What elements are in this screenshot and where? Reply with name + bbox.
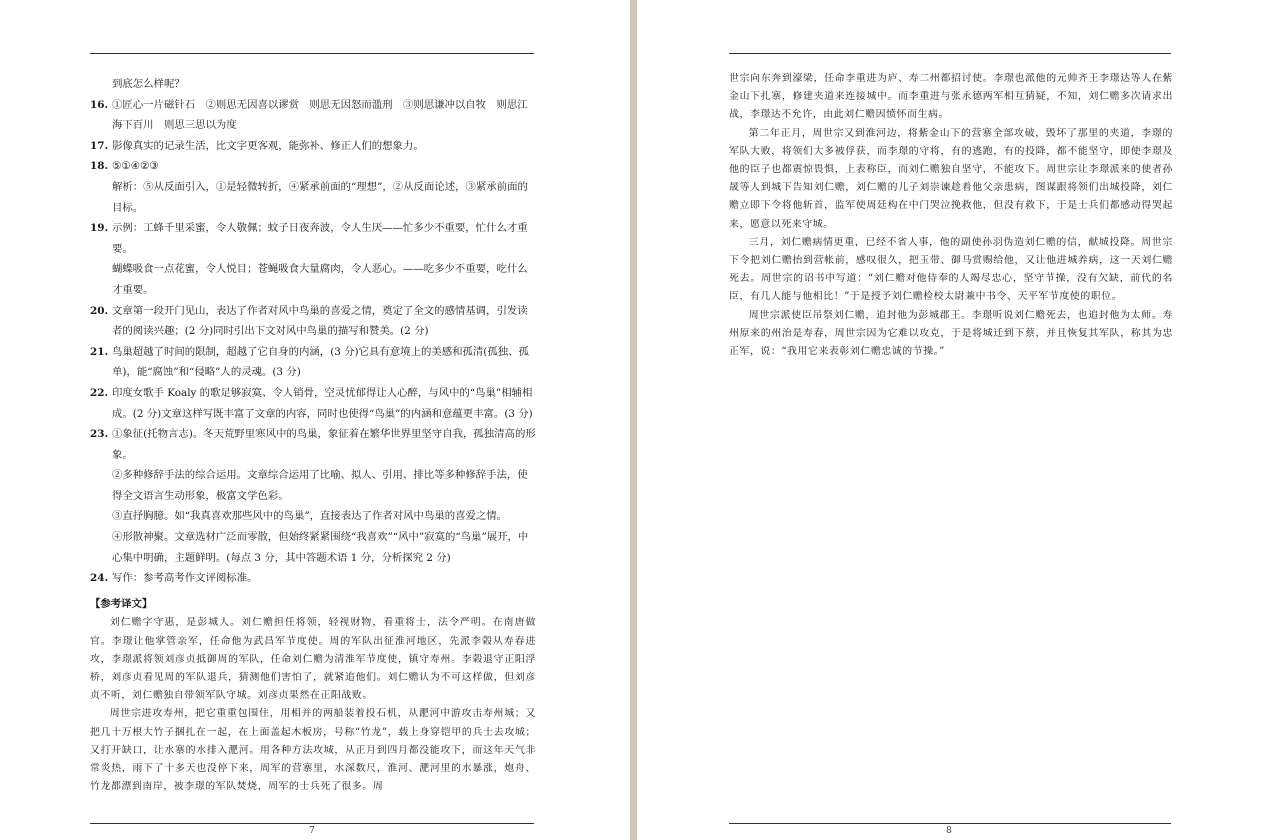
answer-line: ②多种修辞手法的综合运用。文章综合运用了比喻、拟人、引用、排比等多种修辞手法，使得全文语言生动形象，极富文学色彩。 — [112, 469, 528, 502]
answer-line: ③直抒胸臆。如“我真喜欢那些风中的鸟巢”，直接表达了作者对风中鸟巢的喜爱之情。 — [112, 510, 508, 523]
answer-line: ①象征(托物言志)。冬天荒野里寒风中的鸟巢，象征着在繁华世界里坚守自我，孤独清高的形象。 — [112, 428, 536, 461]
answer-item — [90, 342, 536, 383]
answer-item — [90, 156, 536, 218]
answer-number: 19. — [90, 222, 109, 235]
answer-item — [90, 301, 536, 342]
answer-item — [90, 424, 536, 568]
answer-item — [90, 218, 536, 300]
answer-item — [90, 95, 536, 136]
translation-paragraph: 周世宗进攻寿州，把它重重包围住，用相并的两船装着投石机，从淝河中游攻击寿州城；又把几十万根大竹子捆扎在一起，在上面盖起木板房，号称“竹龙”，载上身穿铠甲的兵士去攻城；又打开缺口，让水寨的水排入淝河。用各种方法攻城，从正月到四月都没能攻下，而这年天气非常炎热，雨下了十多天也没停下来，周军的营寨里，水深数尺，淮河、淝河里的水暴涨，炮舟、竹龙都漂到南岸，被李璟的军队焚烧，周军的士兵死了很多。周 — [90, 708, 536, 793]
footer-rule-right — [729, 823, 1171, 824]
footer-rule-left — [90, 823, 534, 824]
page-gutter — [630, 0, 637, 840]
answer-line: 印度女歌手 Koaly 的歌足够寂寞、令人销骨，空灵忧郁得让人心醉，与风中的“鸟巢”相辅相成。(2 分)文章这样写既丰富了文章的内容，同时也使得“鸟巢”的内涵和意蕴更丰富。(3 分) — [112, 386, 533, 420]
answer-number: 24. — [90, 572, 109, 585]
translation-paragraph: 第二年正月，周世宗又到淮河边，将紫金山下的营寨全部攻破，毁坏了那里的夹道，李璟的军队大败，将领们大多被俘获，而李璟的守将，有的逃跑，有的投降，都不能坚守，即使李璟及他的臣子也都震惊畏惧，上表称臣，而刘仁赡独自坚守，不能攻下。周世宗让李璟派来的使者孙晟等人到城下告知刘仁赡，刘仁赡的儿子刘崇谏趁着他父亲患病，图谋跟将领们出城投降，刘仁赡立即下令将他斩首，监军使周廷构在中门哭泣挽救他，但没有救下，于是士兵们都感动得哭起来，愿意以死来守城。 — [729, 127, 1173, 230]
translation-paragraph: 世宗向东奔到濠梁，任命李重进为庐、寿二州都招讨使。李璟也派他的元帅齐王李璟达等人在紫金山下扎寨，修建夹道来连接城中。而李重进与张永德两军相互猜疑，不知，刘仁赡多次请求出战，李璟达不允许，由此刘仁赡因愤怀而生病。 — [729, 73, 1173, 121]
answer-key — [90, 74, 536, 796]
answer-number: 22. — [90, 386, 109, 399]
translation-paragraph: 刘仁赡字守惠，是彭城人。刘仁赡担任将领，轻视财物，看重将士，法令严明。在南唐做官。李璟让他掌管亲军，任命他为武昌军节度使。周的军队出征淮河地区，先派李榖从寿春进攻，李璟派将领刘彦贞抵御周的军队，任命刘仁赡为清淮军节度使，镇守寿州。李榖退守正阳浮桥，刘彦贞看见周的军队退兵，猜测他们害怕了，就紧追他们。刘仁赡认为不可这样做，但刘彦贞不听，刘仁赡独自带领军队守城。刘彦贞果然在正阳战败。 — [90, 617, 536, 702]
translation-paragraph: 三月，刘仁赡病情更重，已经不省人事，他的副使孙羽伪造刘仁赡的信，献城投降。周世宗下令把刘仁赡抬到营帐前，感叹很久，把玉带、御马赏赐给他，又让他进城养病，这一天刘仁赡死去。周世宗的诏书中写道：“刘仁赡对他侍奉的人竭尽忠心，坚守节操，没有欠缺，前代的名臣，有几人能与他相比！”于是授予刘仁赡检校太尉兼中书令、天平军节度使的职位。 — [729, 236, 1173, 303]
header-rule-right — [729, 53, 1171, 54]
page-number-left: 7 — [309, 826, 315, 836]
translation-heading: 【参考译文】 — [90, 597, 153, 610]
answer-line: ⑤①④②③ — [112, 160, 159, 173]
answer-item — [90, 383, 536, 424]
translation-continued — [729, 70, 1173, 361]
answer-line: 鸟巢超越了时间的限制，超越了它自身的内涵，(3 分)它具有意境上的美感和孤清(孤独、孤单)，能“腐蚀”和“侵略”人的灵魂。(3 分) — [112, 345, 529, 379]
translation-body — [90, 614, 536, 796]
answer-line: 影像真实的记录生活，比文字更客观，能弥补、修正人们的想象力。 — [112, 139, 424, 152]
answer-number: 20. — [90, 304, 109, 317]
translation-paragraph: 周世宗派使臣吊祭刘仁赡，追封他为彭城郡王。李璟听说刘仁赡死去，也追封他为太师。寿州原来的州治是寿春，周世宗因为它难以攻克，于是将城迁到下蔡，并且恢复其军队，称其为忠正军，说：“我用它来表彰刘仁赡忠诚的节操。” — [729, 309, 1173, 358]
answer-number: 18. — [90, 160, 109, 173]
answer-line: 文章第一段开门见山，表达了作者对风中鸟巢的喜爱之情，奠定了全文的感情基调，引发读者的阅读兴趣；(2 分)同时引出下文对风中鸟巢的描写和赞美。(2 分) — [112, 304, 528, 338]
answer-item — [90, 136, 536, 157]
answer-number: 17. — [90, 139, 109, 152]
answer-number: 21. — [90, 345, 109, 358]
answer-line: 示例：工蜂千里采蜜，令人敬佩；蚊子日夜奔波，令人生厌——忙多少不重要，忙什么才重要。 — [112, 222, 528, 255]
header-rule-left — [90, 53, 534, 54]
answer-line: 写作：参考高考作文评阅标准。 — [112, 572, 258, 585]
page-number-right: 8 — [946, 826, 952, 836]
continuation-line: 到底怎么样呢？ — [112, 78, 185, 90]
answer-number: 16. — [90, 98, 109, 111]
answer-line: ①匠心一片磁针石 ②则思无因喜以谬赏 则思无因怒而滥刑 ③则思谦冲以自牧 则思江海下百川 则思三思以为度 — [112, 98, 528, 132]
answer-number: 23. — [90, 428, 109, 441]
answer-item — [90, 568, 536, 589]
answer-line: 蝴蝶吸食一点花蜜，令人悦目；苍蝇吸食大量腐肉，令人恶心。——吃多少不重要，吃什么才重要。 — [112, 263, 528, 296]
answer-line: 解析：⑤从反面引入，①是轻微转折，④紧承前面的“理想”，②从反面论述，③紧承前面的目标。 — [112, 180, 528, 214]
answer-line: ④形散神聚。文章选材广泛而零散，但始终紧紧围绕“我喜欢”“风中”寂寞的“鸟巢”展开，中心集中明确，主题鲜明。(每点 3 分，其中答题术语 1 分，分析探究 2 分) — [112, 531, 529, 564]
